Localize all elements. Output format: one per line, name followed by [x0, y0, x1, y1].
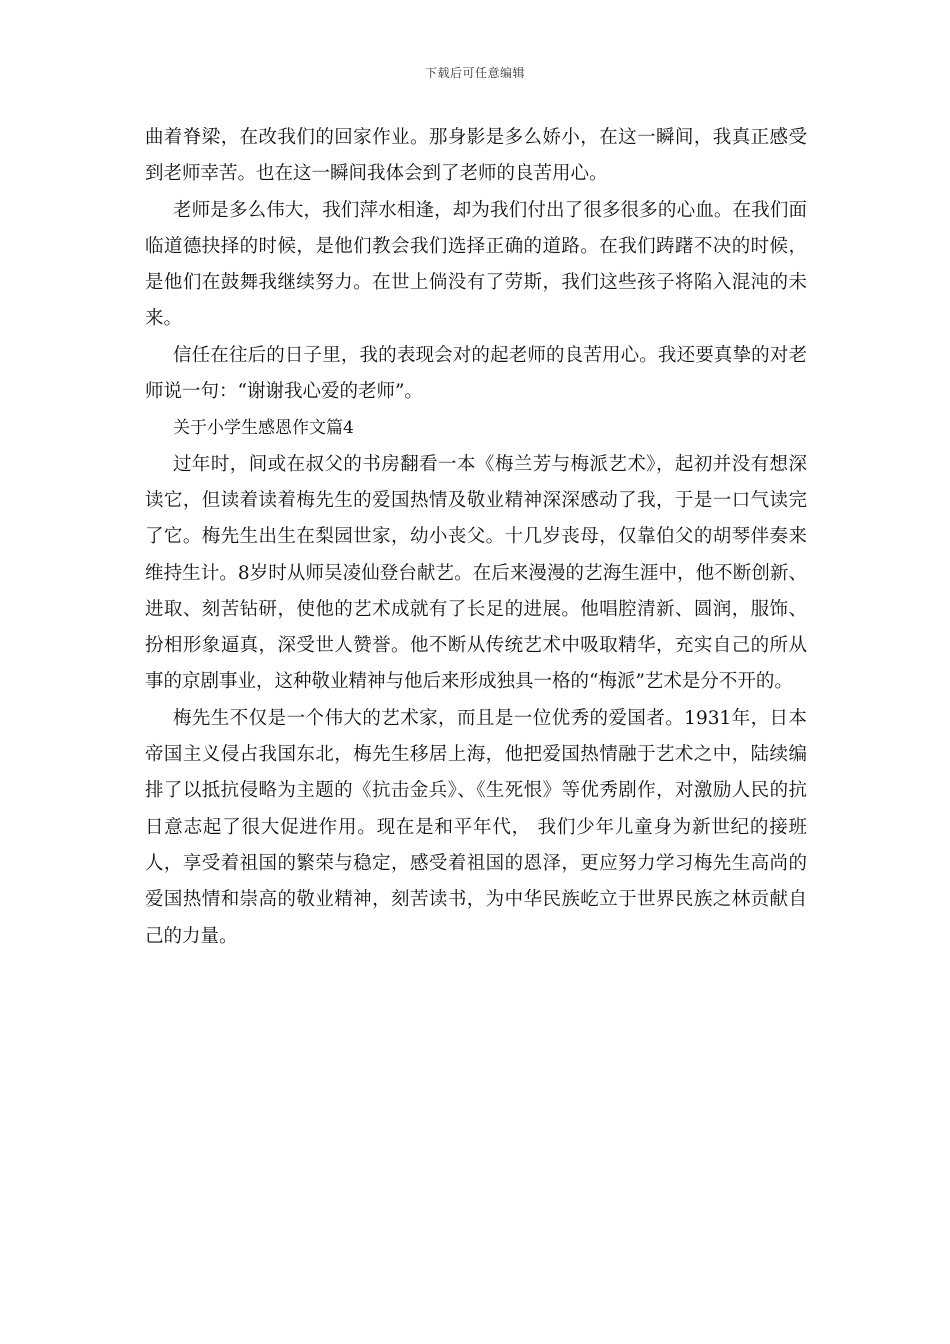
article-body [145, 120, 807, 955]
paragraph-teacher-great: 老师是多么伟大，我们萍水相逢，却为我们付出了很多很多的心血。在我们面临道德抉择的时候，是他们教会我们选择正确的道路。在我们踌躇不决的时候，是他们在鼓舞我继续努力。在世上倘没有了劳斯，我们这些孩子将陷入混沌的未来。 [145, 199, 807, 330]
page-header: 下载后可任意编辑 [424, 66, 525, 80]
paragraph-trust: 信任在往后的日子里，我的表现会对的起老师的良苦用心。我还要真挚的对老师说一句：“谢谢我心爱的老师”。 [145, 344, 807, 403]
paragraph-patriot: 梅先生不仅是一个伟大的艺术家，而且是一位优秀的爱国者。1931年，日本帝国主义侵占我国东北，梅先生移居上海，他把爱国热情融于艺术之中，陆续编排了以抵抗侵略为主题的《抗击金兵》、《生死恨》等优秀剧作，对激励人民的抗日意志起了很大促进作用。现在是和平年代， 我们少年儿童身为新世纪的接班人，享受着祖国的繁荣与稳定，感受着祖国的恩泽，更应努力学习梅先生高尚的爱国热情和崇高的敬业精神，刻苦读书，为中华民族屹立于世界民族之林贡献自己的力量。 [145, 707, 807, 947]
paragraph-continued: 曲着脊梁，在改我们的回家作业。那身影是多么娇小，在这一瞬间，我真正感受到老师幸苦。也在这一瞬间我体会到了老师的良苦用心。 [145, 127, 807, 185]
paragraph-new-year: 过年时，间或在叔父的书房翻看一本《梅兰芳与梅派艺术》，起初并没有想深读它，但读着读着梅先生的爱国热情及敬业精神深深感动了我，于是一口气读完了它。梅先生出生在梨园世家，幼小丧父。十几岁丧母，仅靠伯父的胡琴伴奏来维持生计。8岁时从师吴凌仙登台献艺。在后来漫漫的艺海生涯中，他不断创新、进取、刻苦钻研，使他的艺术成就有了长足的进展。他唱腔清新、圆润，服饰、扮相形象逼真，深受世人赞誉。他不断从传统艺术中吸取精华，充实自己的所从事的京剧事业，这种敬业精神与他后来形成独具一格的“梅派”艺术是分不开的。 [145, 453, 807, 693]
section-title: 关于小学生感恩作文篇4 [173, 418, 354, 439]
